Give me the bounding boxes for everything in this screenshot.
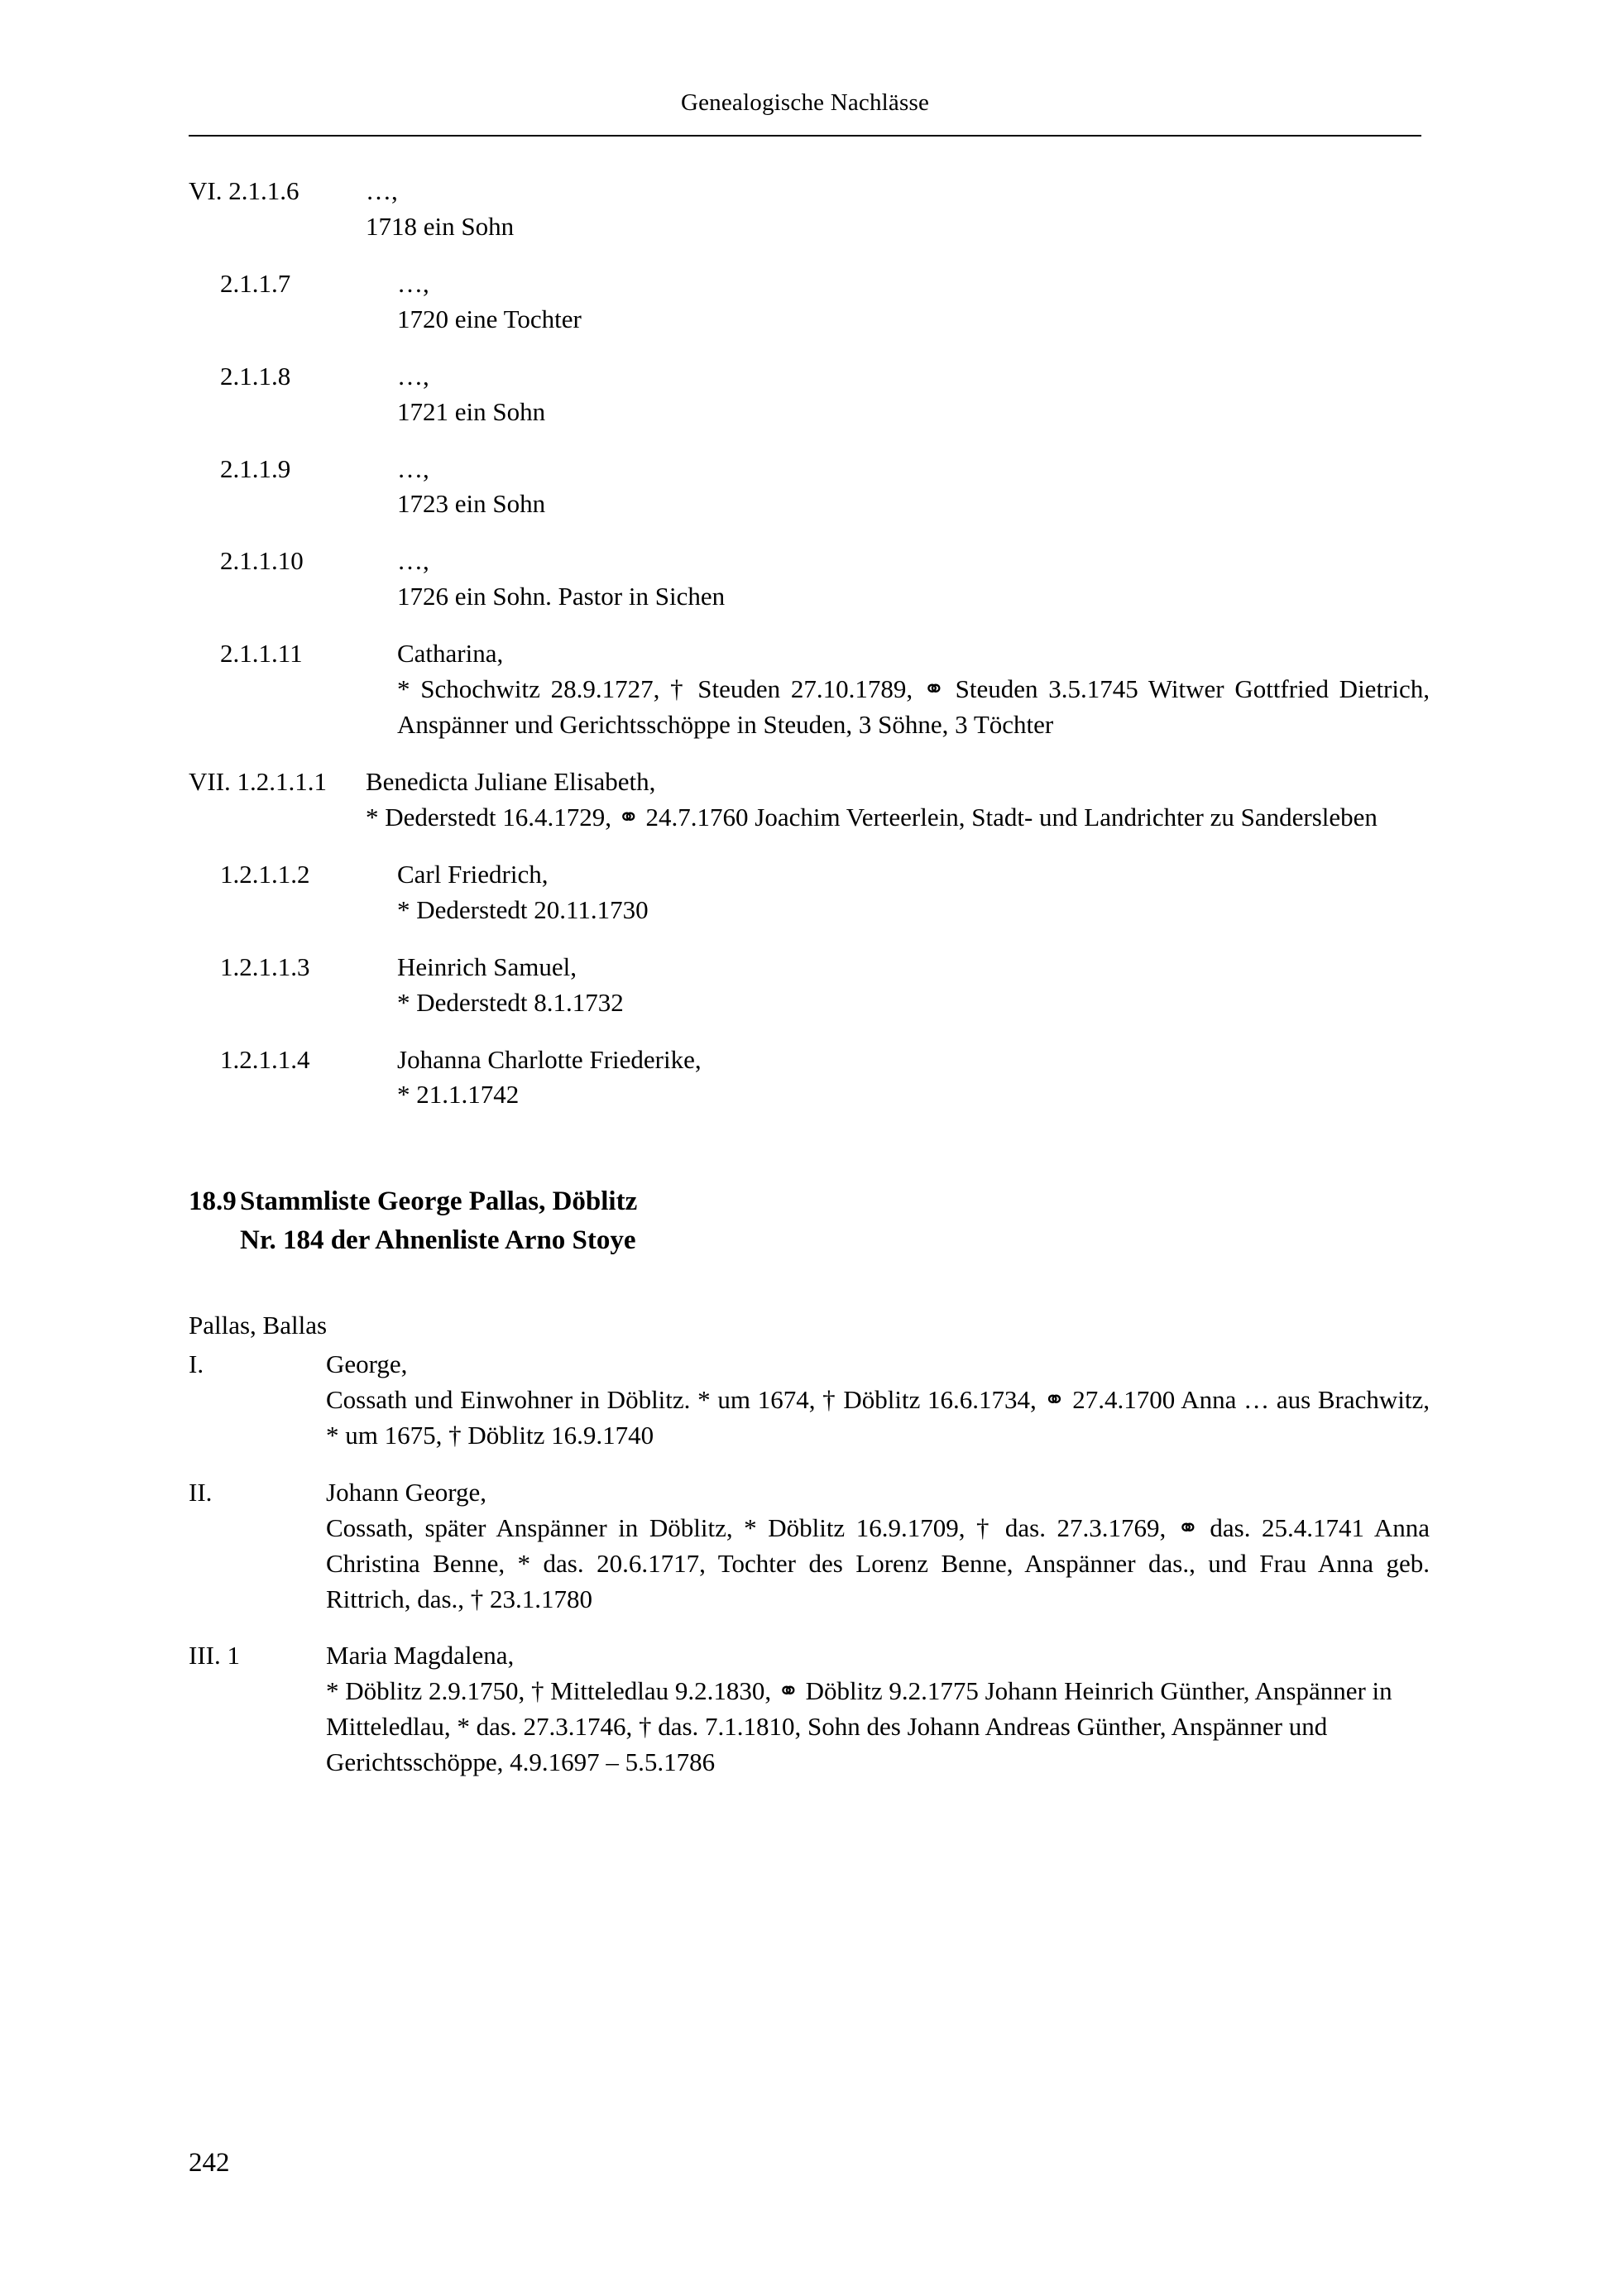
genealogy-entry: [189, 950, 1430, 1021]
entry-label: VI. 2.1.1.6: [189, 176, 299, 205]
genealogy-entry: [189, 452, 1430, 523]
genealogy-entry: [189, 857, 1430, 928]
entry-line: Benedicta Juliane Elisabeth,: [366, 766, 656, 796]
entry-line: * 21.1.1742: [397, 1080, 520, 1110]
entry-body: [397, 544, 1430, 615]
genealogy-entry: [189, 266, 1430, 338]
entry-line: …,: [366, 176, 398, 205]
entry-body: [397, 950, 1430, 1021]
entry-line: Catharina,: [397, 639, 504, 669]
entry-line: 1720 eine Tochter: [397, 304, 582, 333]
genealogy-entry: [189, 1043, 1430, 1114]
entry-label: 2.1.1.10: [220, 546, 304, 576]
entry-label: 2.1.1.9: [220, 453, 291, 483]
genealogy-list-two: [189, 1347, 1430, 1781]
entry-paragraph: Cossath und Einwohner in Döblitz. * um 1674, † Döblitz 16.6.1734, ⚭ 27.4.1700 Anna … aus Brachwitz, * um 1675, † Döblitz 16.9.1740: [326, 1384, 1430, 1450]
entry-line: 1718 ein Sohn: [366, 211, 515, 241]
entry-line: * Dederstedt 20.11.1730: [397, 894, 649, 924]
running-head: Genealogische Nachlässe: [680, 89, 930, 116]
entry-label: 2.1.1.8: [220, 361, 291, 391]
entry-line: 1723 ein Sohn: [397, 489, 546, 519]
entry-body: [397, 857, 1430, 928]
entry-line: Johanna Charlotte Friederike,: [397, 1044, 702, 1074]
genealogy-entry: [189, 1638, 1430, 1781]
entry-label: 1.2.1.1.3: [220, 951, 310, 981]
entry-line: …,: [397, 361, 429, 391]
entry-label: 1.2.1.1.2: [220, 859, 310, 889]
entry-paragraph: * Döblitz 2.9.1750, † Mitteledlau 9.2.1830, ⚭ Döblitz 9.2.1775 Johann Heinrich Günther, Anspänner in Mitteledlau, * das. 27.3.1746, † das. 7.1.1810, Sohn des Johann Andreas Günther, Anspänner und Gerichtsschöppe, 4.9.1697 – 5.5.1786: [326, 1676, 1392, 1777]
entry-line: …,: [397, 268, 429, 298]
entry-body: [366, 174, 1430, 245]
genealogy-entry: [189, 1347, 1430, 1454]
entry-line: Carl Friedrich,: [397, 859, 549, 889]
entry-line: Heinrich Samuel,: [397, 951, 577, 981]
entry-body: [326, 1347, 1430, 1454]
entry-line: 1726 ein Sohn. Pastor in Sichen: [397, 582, 726, 611]
entry-line: 1721 ein Sohn: [397, 396, 546, 426]
entry-label: I.: [189, 1349, 204, 1378]
entry-label: 2.1.1.11: [220, 639, 303, 669]
entry-line: …,: [397, 453, 429, 483]
entry-body: [326, 1475, 1430, 1618]
entry-body: [397, 636, 1430, 743]
entry-line: Johann George,: [326, 1477, 486, 1507]
entry-line: George,: [326, 1349, 408, 1378]
entry-label: III. 1: [189, 1641, 240, 1670]
entry-label: VII. 1.2.1.1.1: [189, 766, 328, 796]
genealogy-entry: [189, 1475, 1430, 1618]
entry-line: * Dederstedt 8.1.1732: [397, 987, 624, 1017]
entry-body: [397, 266, 1430, 338]
section-number: 18.9: [189, 1186, 237, 1217]
genealogy-entry: [189, 359, 1430, 430]
section-heading-line-1: [189, 1182, 1430, 1221]
page-content: [189, 174, 1430, 1802]
entry-body: [397, 1043, 1430, 1114]
page-number: 242: [189, 2148, 230, 2178]
entry-label: 1.2.1.1.4: [220, 1044, 310, 1074]
genealogy-list-one: [189, 174, 1430, 1113]
entry-line: Maria Magdalena,: [326, 1641, 515, 1670]
entry-paragraph: * Schochwitz 28.9.1727, † Steuden 27.10.1789, ⚭ Steuden 3.5.1745 Witwer Gottfried Dietrich, Anspänner und Gerichtsschöppe in Steuden, 3 Söhne, 3 Töchter: [397, 674, 1430, 740]
section-subtitle: Nr. 184 der Ahnenliste Arno Stoye: [240, 1225, 636, 1256]
genealogy-entry: [189, 765, 1430, 836]
section-title: Stammliste George Pallas, Döblitz: [240, 1186, 638, 1217]
entry-label: 2.1.1.7: [220, 268, 291, 298]
entry-line: …,: [397, 546, 429, 576]
genealogy-entry: [189, 636, 1430, 743]
entry-paragraph: * Dederstedt 16.4.1729, ⚭ 24.7.1760 Joachim Verteerlein, Stadt- und Landrichter zu Sandersleben: [366, 802, 1378, 832]
genealogy-entry: [189, 544, 1430, 615]
entry-body: [326, 1638, 1430, 1781]
genealogy-entry: [189, 174, 1430, 245]
section-heading: [189, 1182, 1430, 1260]
entry-body: [397, 359, 1430, 430]
entry-paragraph: Cossath, später Anspänner in Döblitz, * Döblitz 16.9.1709, † das. 27.3.1769, ⚭ das. 25.4.1741 Anna Christina Benne, * das. 20.6.1717, Tochter des Lorenz Benne, Anspänner das., und Frau Anna geb. Rittrich, das., † 23.1.1780: [326, 1512, 1430, 1613]
entry-body: [366, 765, 1430, 836]
entry-body: [397, 452, 1430, 523]
surname-line: Pallas, Ballas: [189, 1311, 328, 1340]
header-rule: [189, 135, 1421, 137]
entry-label: II.: [189, 1477, 213, 1507]
